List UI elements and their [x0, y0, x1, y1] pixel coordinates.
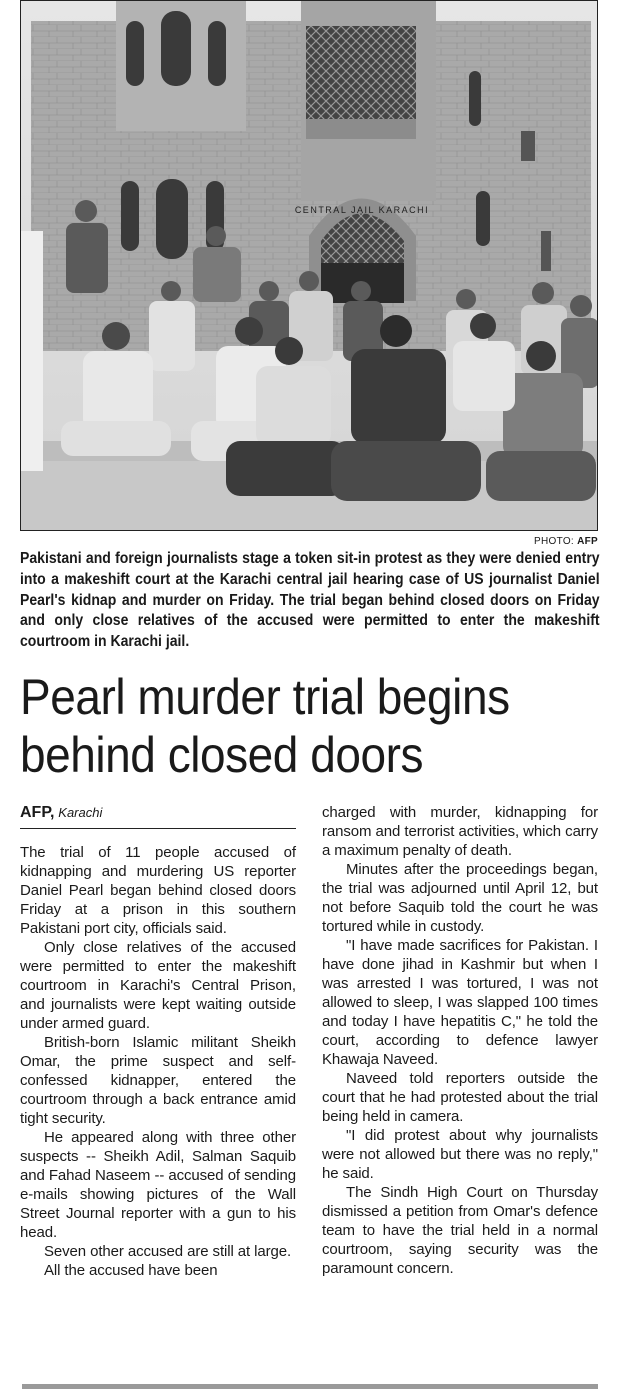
byline: [20, 804, 296, 829]
headline-line-1: Pearl murder trial begins: [20, 669, 510, 725]
article-paragraph: "I have made sacrifices for Pakistan. I have done jihad in Kashmir but when I was arrested I was tortured, I was not allowed to sleep, I was slapped 100 times and today I have hepatitis C," he told the court, according to defence lawyer Khawaja Naveed.: [322, 937, 598, 1068]
article-paragraph: The trial of 11 people accused of kidnapping and murdering US reporter Daniel Pearl began behind closed doors Friday at a prison in this southern Pakistani port city, officials said.: [20, 844, 296, 937]
article-paragraph: All the accused have been: [44, 1262, 218, 1279]
headline-line-2: behind closed doors: [20, 727, 424, 783]
news-photo: [20, 0, 598, 531]
article-column-right: [322, 803, 598, 1278]
photo-credit: [534, 536, 598, 547]
article-paragraph: Naveed told reporters outside the court that he had protested about the trial being held in camera.: [322, 1070, 598, 1125]
article-paragraph: Seven other accused are still at large.: [44, 1243, 292, 1260]
byline-agency: AFP,: [20, 804, 55, 821]
article-paragraph: The Sindh High Court on Thursday dismissed a petition from Omar's defence team to have the trial held in a normal courtroom, saying security was the paramount concern.: [322, 1184, 598, 1277]
bottom-rule: [22, 1384, 598, 1389]
photo-credit-label: PHOTO:: [534, 536, 574, 547]
article-paragraph: Only close relatives of the accused were permitted to enter the makeshift courtroom in Karachi's Central Prison, and journalists were kept waiting outside under armed guard.: [20, 939, 296, 1032]
photo-credit-agency: AFP: [577, 536, 598, 547]
article-paragraph: charged with murder, kidnapping for ransom and terrorist activities, which carry a maximum penalty of death.: [322, 804, 598, 859]
article-paragraph: He appeared along with three other suspects -- Sheikh Adil, Salman Saquib and Fahad Naseem -- accused of sending e-mails showing pictures of the Wall Street Journal reporter with a gun to his head.: [20, 1129, 296, 1241]
byline-city: Karachi: [58, 805, 103, 820]
article-paragraph: Minutes after the proceedings began, the trial was adjourned until April 12, but not before Saquib told the court he was tortured while in custody.: [322, 861, 598, 935]
jail-sign: CENTRAL JAIL KARACHI: [294, 205, 430, 215]
article-paragraph: "I did protest about why journalists were not allowed but there was no reply," he said.: [322, 1127, 598, 1182]
jail-protest-photo: [21, 1, 598, 531]
article-column-left: [20, 843, 296, 1280]
headline: [20, 668, 572, 784]
photo-caption: Pakistani and foreign journalists stage a token sit-in protest as they were denied entry into a makeshift court at the Karachi central jail hearing case of US journalist Daniel Pearl's kidnap and murder on Friday. The trial began behind closed doors on Friday and only close relatives of the accused were permitted to enter the makeshift courtroom in Karachi jail.: [20, 550, 600, 651]
article-paragraph: British-born Islamic militant Sheikh Omar, the prime suspect and self-confessed kidnapper, entered the courtroom through a back entrance amid tight security.: [20, 1034, 296, 1127]
